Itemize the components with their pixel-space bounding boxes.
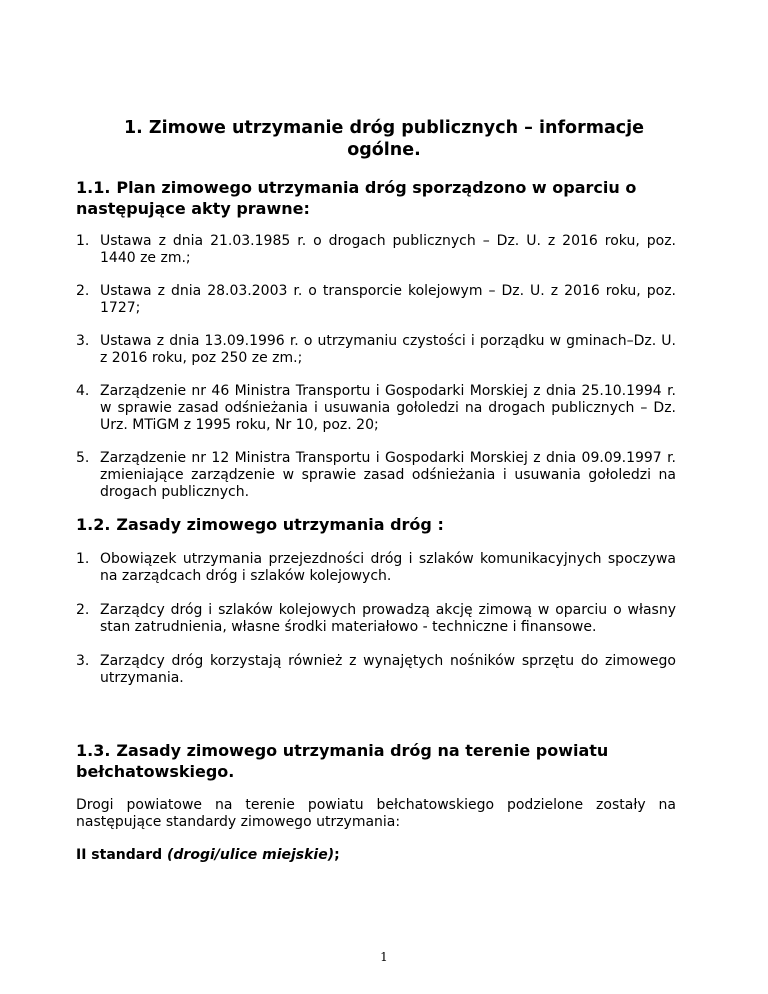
list-item: 3. Ustawa z dnia 13.09.1996 r. o utrzymaniu czystości i porządku w gminach–Dz. U. z 2016 roku, poz 250 ze zm.; <box>76 333 676 366</box>
section-1-3-paragraph: Drogi powiatowe na terenie powiatu bełchatowskiego podzielone zostały na następujące standardy zimowego utrzymania: <box>76 797 676 830</box>
section-1-3-title: Zasady zimowego utrzymania dróg na terenie powiatu bełchatowskiego. <box>76 741 609 781</box>
section-1-1-heading <box>76 177 696 219</box>
list-item: 3. Zarządcy dróg korzystają również z wynajętych nośników sprzętu do zimowego utrzymania. <box>76 653 676 686</box>
section-1-2-number: 1.2. <box>76 515 111 534</box>
section-1-1-title: Plan zimowego utrzymania dróg sporządzono w oparciu o następujące akty prawne: <box>76 178 637 218</box>
section-1-3-heading-text <box>76 740 696 782</box>
list-item: 1. Obowiązek utrzymania przejezdności dróg i szlaków komunikacyjnych spoczywa na zarządcach dróg i szlaków kolejowych. <box>76 551 676 584</box>
section-1-2-heading <box>76 514 696 535</box>
legal-acts-list <box>76 233 676 501</box>
section-1-1-number: 1.1. <box>76 178 111 197</box>
rules-list <box>76 551 676 687</box>
standard-label: II standard <box>76 847 167 863</box>
standard-line <box>76 847 340 864</box>
standard-detail: (drogi/ulice miejskie) <box>167 847 335 863</box>
list-item: 2. Zarządcy dróg i szlaków kolejowych prowadzą akcję zimową w oparciu o własny stan zatrudnienia, własne środki materiałowo - techniczne i finansowe. <box>76 602 676 635</box>
section-1-2-title: Zasady zimowego utrzymania dróg : <box>116 515 444 534</box>
list-item: 2. Ustawa z dnia 28.03.2003 r. o transporcie kolejowym – Dz. U. z 2016 roku, poz. 1727; <box>76 283 676 316</box>
standard-end: ; <box>334 847 340 863</box>
page-number: 1 <box>380 950 388 964</box>
section-1-3-number: 1.3. <box>76 741 111 760</box>
list-item: 5. Zarządzenie nr 12 Ministra Transportu i Gospodarki Morskiej z dnia 09.09.1997 r. zmieniające zarządzenie w sprawie zasad odśnieżania i usuwania gołoledzi na drogach publicznych. <box>76 450 676 500</box>
document-title: 1. Zimowe utrzymanie dróg publicznych – informacje ogólne. <box>123 118 644 160</box>
list-item: 4. Zarządzenie nr 46 Ministra Transportu i Gospodarki Morskiej z dnia 25.10.1994 r. w sprawie zasad odśnieżania i usuwania gołoledzi na drogach publicznych – Dz. Urz. MTiGM z 1995 roku, Nr 10, poz. 20; <box>76 383 676 433</box>
list-item: 1. Ustawa z dnia 21.03.1985 r. o drogach publicznych – Dz. U. z 2016 roku, poz. 1440 ze zm.; <box>76 233 676 266</box>
